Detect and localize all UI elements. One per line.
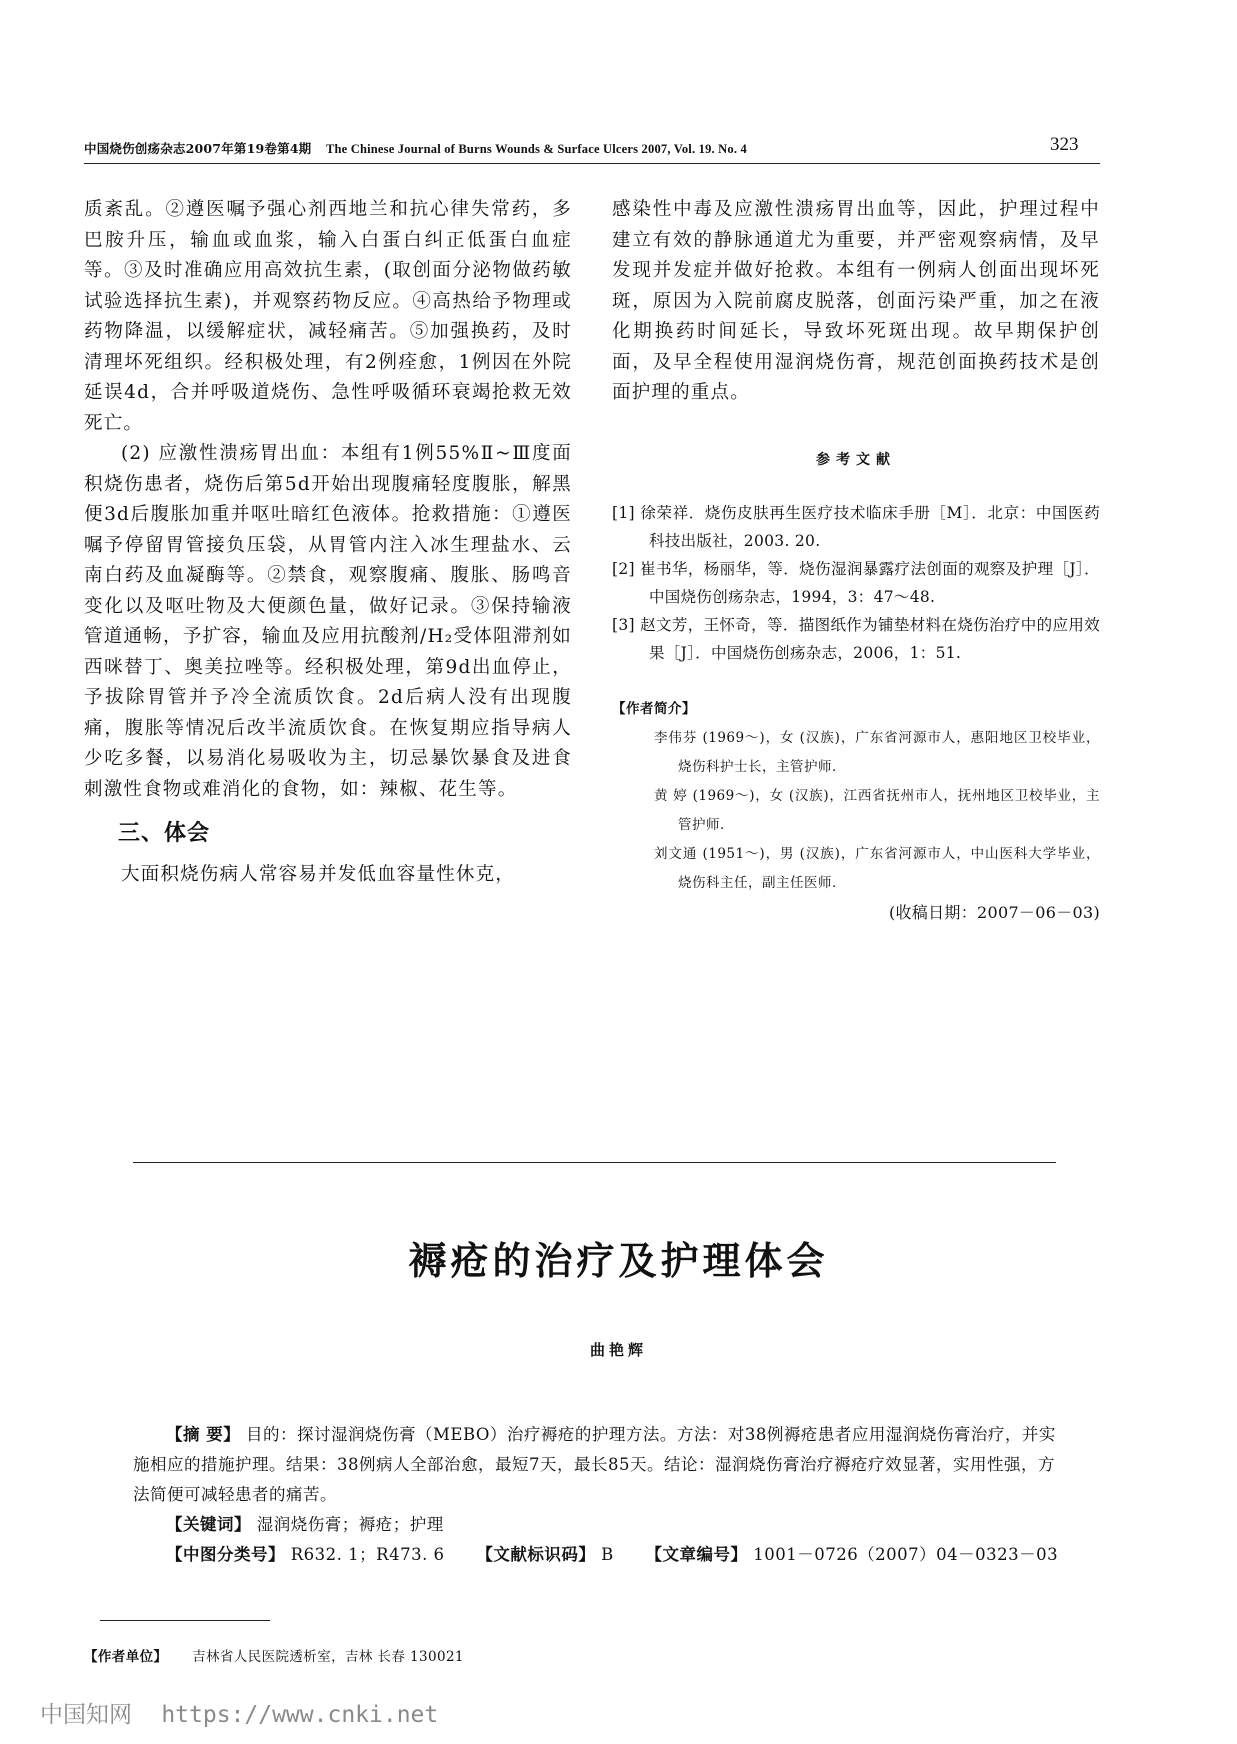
article-no-value: 1001－0726（2007）04－0323－03 (753, 1545, 1059, 1564)
article-author: 曲艳辉 (589, 1341, 647, 1359)
left-paragraph-1: 质紊乱。②遵医嘱予强心剂西地兰和抗心律失常药，多巴胺升压，输血或血浆，输入白蛋白纠正低蛋白血症等。③及时准确应用高效抗生素，(取创面分泌物做药敏试验选择抗生素)，并观察药物反应。④高热给予物理或药物降温，以缓解症状，减轻痛苦。⑤加强换药，及时清理坏死组织。经积极处理，有2例痊愈，1例因在外院延误4d，合并呼吸道烧伤、急性呼吸循环衰竭抢救无效死亡。 (84, 199, 572, 434)
section-heading: 三、体会 (118, 821, 211, 846)
author-bio: 刘文通 (1951～)，男 (汉族)，广东省河源市人，中山医科大学毕业，烧伤科主任，副主任医师． (654, 846, 1100, 891)
cnki-watermark (40, 1696, 438, 1729)
reference-item: [2] 崔书华，杨丽华，等．烧伤湿润暴露疗法创面的观察及护理［J］．中国烧伤创疡杂志，1994，3：47～48. (612, 560, 1100, 606)
affiliation-text: 吉林省人民医院透析室，吉林 长春 130021 (192, 1649, 464, 1665)
footnote-rule (100, 1620, 270, 1621)
abstract-label: 【摘 要】 (166, 1425, 241, 1444)
watermark-url: https://www.cnki.net (161, 1702, 439, 1728)
doc-code-value: B (601, 1545, 614, 1564)
journal-title-cn: 中国烧伤创疡杂志2007年第19卷第4期 (84, 141, 312, 156)
article-divider (133, 1162, 1056, 1163)
left-column (84, 195, 572, 890)
watermark-site-name: 中国知网 (40, 1702, 132, 1728)
right-paragraph-1: 感染性中毒及应激性溃疡胃出血等，因此，护理过程中建立有效的静脉通道尤为重要，并严密观察病情，及早发现并发症并做好抢救。本组有一例病人创面出现坏死斑，原因为入院前腐皮脱落，创面污染严重，加之在液化期换药时间延长，导致坏死斑出现。故早期保护创面，及早全程使用湿润烧伤膏，规范创面换药技术是创面护理的重点。 (612, 199, 1100, 403)
abstract (133, 1420, 1063, 1510)
reference-item: [3] 赵文芳，王怀奇，等．描图纸作为铺垫材料在烧伤治疗中的应用效果［J］．中国烧伤创疡杂志，2006，1：51. (612, 616, 1100, 662)
page-number: 323 (1050, 134, 1079, 155)
journal-title-en: The Chinese Journal of Burns Wounds & Surface Ulcers 2007, Vol. 19. No. 4 (325, 142, 747, 156)
left-paragraph-3: 大面积烧伤病人常容易并发低血容量性休克， (121, 863, 516, 885)
author-bio: 李伟芬 (1969～)，女 (汉族)，广东省河源市人，惠阳地区卫校毕业，烧伤科护士长，主管护师． (654, 730, 1100, 775)
references-title: 参考文献 (816, 451, 896, 468)
affiliation-footnote (84, 1645, 464, 1665)
left-paragraph-2: (2) 应激性溃疡胃出血：本组有1例55%Ⅱ~Ⅲ度面积烧伤患者，烧伤后第5d开始出现腹痛轻度腹胀，解黑便3d后腹胀加重并呕吐暗红色液体。抢救措施：①遵医嘱予停留胃管接负压袋，从胃管内注入冰生理盐水、云南白药及血凝酶等。②禁食，观察腹痛、腹胀、肠鸣音变化以及呕吐物及大便颜色量，做好记录。③保持输液管道通畅，予扩容，输血及应用抗酸剂/H₂受体阻滞剂如西咪替丁、奥美拉唑等。经积极处理，第9d出血停止，予拔除胃管并予冷全流质饮食。2d后病人没有出现腹痛，腹胀等情况后改半流质饮食。在恢复期应指导病人少吃多餐，以易消化易吸收为主，切忌暴饮暴食及进食刺激性食物或难消化的食物，如：辣椒、花生等。 (84, 443, 572, 800)
keywords-text: 湿润烧伤膏；褥疮；护理 (256, 1515, 444, 1534)
clc-label: 【中图分类号】 (166, 1545, 285, 1564)
keywords (133, 1510, 1063, 1540)
running-header (84, 139, 1094, 157)
keywords-label: 【关键词】 (166, 1515, 251, 1534)
article-title: 褥疮的治疗及护理体会 (408, 1239, 829, 1283)
doc-code-label: 【文献标识码】 (476, 1545, 596, 1564)
classification-line (133, 1540, 1063, 1570)
author-intro (612, 695, 1100, 898)
affiliation-label: 【作者单位】 (84, 1649, 168, 1665)
header-rule (84, 163, 1100, 164)
author-bio: 黄 婷 (1969～)，女 (汉族)，江西省抚州市人，抚州地区卫校毕业，主管护师． (654, 788, 1100, 833)
references-list (612, 499, 1100, 667)
abstract-text: 目的：探讨湿润烧伤膏（MEBO）治疗褥疮的护理方法。方法：对38例褥疮患者应用湿润烧伤膏治疗，并实施相应的措施护理。结果：38例病人全部治愈，最短7天，最长85天。结论：湿润烧伤膏治疗褥疮疗效显著，实用性强，方法简便可减轻患者的痛苦。 (133, 1425, 1056, 1504)
reference-item: [1] 徐荣祥．烧伤皮肤再生医疗技术临床手册［M］．北京：中国医药科技出版社，2003. 20. (612, 504, 1100, 550)
author-intro-title: 【作者简介】 (612, 701, 696, 717)
article-no-label: 【文章编号】 (645, 1545, 748, 1564)
abstract-block (133, 1420, 1063, 1570)
right-column (612, 195, 1100, 929)
clc-value: R632. 1；R473. 6 (290, 1545, 445, 1564)
received-date: (收稿日期：2007－06－03) (888, 903, 1100, 922)
